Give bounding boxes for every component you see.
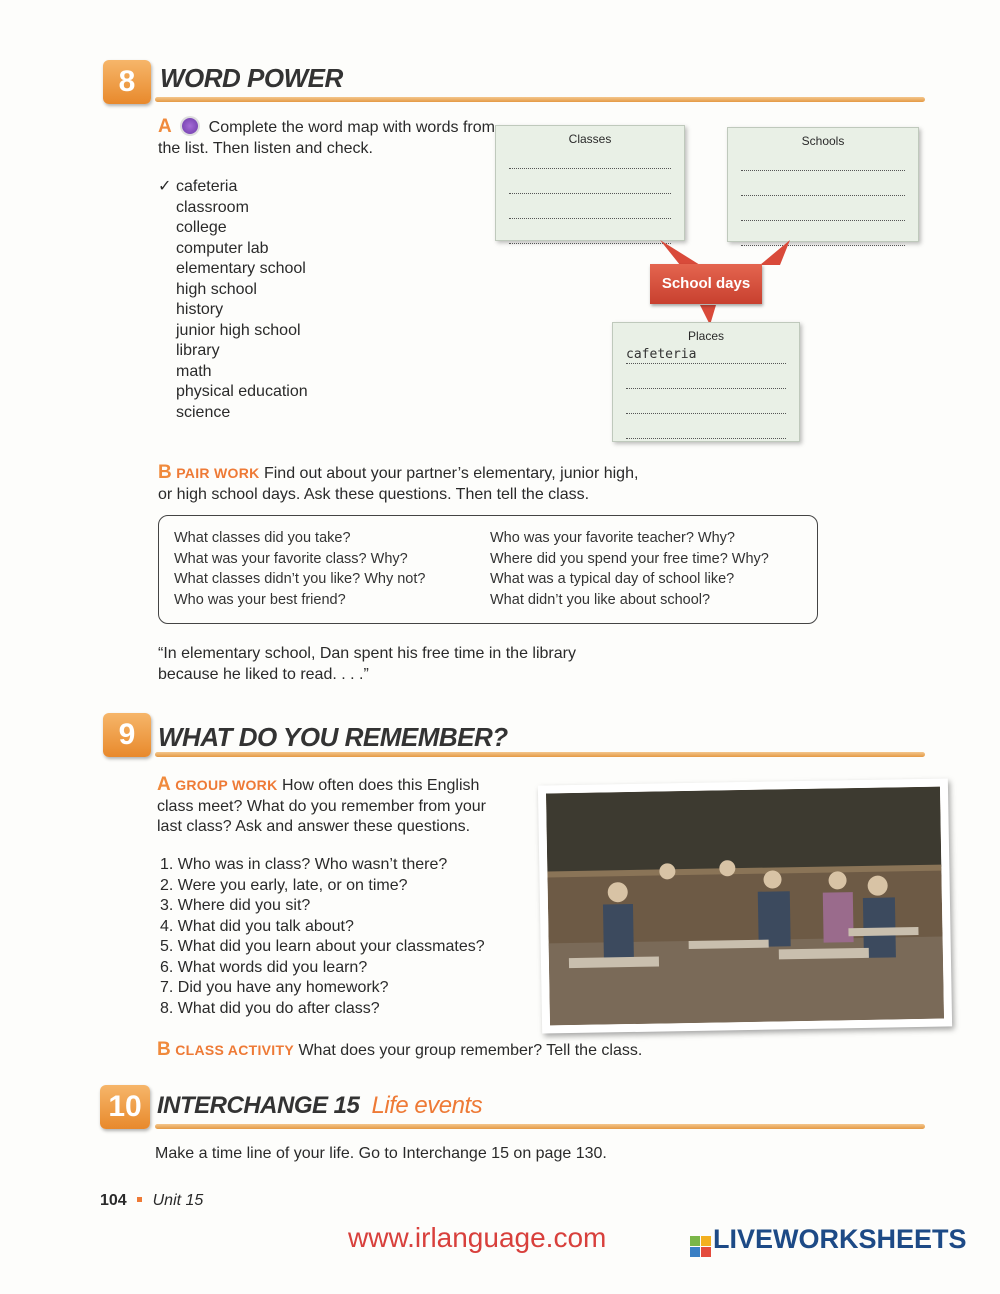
section-9-rule xyxy=(155,752,925,757)
places-title: Places xyxy=(687,329,725,343)
school-days-center: School days xyxy=(650,264,762,304)
question-item: Who was your favorite teacher? Why? xyxy=(490,530,735,546)
word-list-item: math xyxy=(176,362,212,380)
schools-box xyxy=(727,127,919,242)
classroom-photo-image xyxy=(546,787,944,1026)
word-list-item: cafeteria xyxy=(176,178,238,195)
question-item: 4. What did you talk about? xyxy=(160,917,354,935)
word-list-item: college xyxy=(176,219,227,236)
word-list-item: physical education xyxy=(176,383,308,400)
classes-title: Classes xyxy=(568,132,612,146)
section-8-part-b-instruction xyxy=(158,463,778,505)
part-a-letter: A xyxy=(158,116,172,137)
liveworksheets-icon xyxy=(690,1236,711,1257)
section-8-badge: 8 xyxy=(103,60,151,104)
classes-answer-input[interactable] xyxy=(509,175,671,194)
instruction-line: How often does this English xyxy=(281,777,480,794)
places-answer-input[interactable] xyxy=(626,345,786,364)
bullet-icon xyxy=(137,1197,142,1202)
schools-title: Schools xyxy=(801,134,845,148)
website-watermark[interactable]: www.irlanguage.com xyxy=(348,1222,607,1253)
question-item: 5. What did you learn about your classmates? xyxy=(160,938,485,955)
question-item: What classes did you take? xyxy=(174,530,351,546)
quote-line: “In elementary school, Dan spent his free time in the library xyxy=(158,645,576,662)
section-8-part-a-instruction xyxy=(158,117,498,159)
quote-line: because he liked to read. . . .” xyxy=(158,665,369,683)
liveworksheets-logo xyxy=(690,1224,967,1257)
unit-label: Unit 15 xyxy=(152,1192,204,1209)
section-9-badge: 9 xyxy=(103,713,151,757)
word-list-item: science xyxy=(176,403,231,421)
check-icon: ✓ xyxy=(158,178,172,195)
class-activity-label: CLASS ACTIVITY xyxy=(175,1042,294,1058)
schools-answer-input[interactable] xyxy=(741,202,904,221)
question-item: What didn’t you like about school? xyxy=(490,592,711,609)
liveworksheets-text: LIVEWORKSHEETS xyxy=(713,1224,967,1254)
question-item: What classes didn’t you like? Why not? xyxy=(174,571,426,588)
section-9-questions xyxy=(160,855,485,1019)
word-list-item: high school xyxy=(176,280,257,298)
schools-answer-input[interactable] xyxy=(741,152,904,171)
classes-answer-input[interactable] xyxy=(509,200,671,219)
section-10-badge: 10 xyxy=(100,1085,150,1129)
word-list-item: junior high school xyxy=(176,321,301,339)
page-number: 104 xyxy=(100,1192,127,1209)
word-list-item: classroom xyxy=(176,198,249,216)
word-list-item: elementary school xyxy=(176,260,306,277)
word-list-item: library xyxy=(176,342,220,359)
instruction-line: Find out about your partner’s elementary, junior high, xyxy=(263,465,639,482)
classes-answer-input[interactable] xyxy=(509,150,671,169)
interchange-subtitle: Life events xyxy=(371,1092,483,1119)
example-quote xyxy=(158,644,576,685)
section-10-rule xyxy=(155,1124,925,1129)
question-item: 3. Where did you sit? xyxy=(160,897,311,914)
question-item: What was your favorite class? Why? xyxy=(174,550,408,567)
section-9-part-b xyxy=(157,1040,642,1062)
part-b-letter: B xyxy=(157,1039,171,1060)
word-list-item: history xyxy=(176,301,224,318)
word-list xyxy=(158,177,308,423)
schools-answer-input[interactable] xyxy=(741,177,904,196)
question-item: 7. Did you have any homework? xyxy=(160,979,389,996)
questions-right xyxy=(490,528,769,611)
question-item: 8. What did you do after class? xyxy=(160,999,380,1017)
question-item: Where did you spend your free time? Why? xyxy=(490,550,769,567)
question-item: 1. Who was in class? Who wasn’t there? xyxy=(160,856,448,873)
audio-icon[interactable] xyxy=(182,118,198,134)
classroom-photo xyxy=(538,778,952,1033)
instruction-text: Complete the word map with words from the list. Then listen and check. xyxy=(158,119,495,157)
group-work-label: GROUP WORK xyxy=(175,777,278,793)
instruction-line: class meet? What do you remember from your xyxy=(157,797,487,815)
section-9-part-a-instruction xyxy=(157,775,537,838)
section-8-rule xyxy=(155,97,925,102)
interchange-title: INTERCHANGE 15 xyxy=(157,1092,360,1119)
question-item: 2. Were you early, late, or on time? xyxy=(160,876,408,894)
part-b-letter: B xyxy=(158,462,172,483)
instruction-text: What does your group remember? Tell the class. xyxy=(298,1042,643,1059)
question-item: What was a typical day of school like? xyxy=(490,571,735,588)
classes-box xyxy=(495,125,685,241)
instruction-line: or high school days. Ask these questions. Then tell the class. xyxy=(158,485,590,503)
question-item: 6. What words did you learn? xyxy=(160,958,368,976)
instruction-line: last class? Ask and answer these questions. xyxy=(157,818,471,835)
word-list-item: computer lab xyxy=(176,239,269,257)
question-item: Who was your best friend? xyxy=(174,592,346,609)
section-8-title: WORD POWER xyxy=(160,63,343,93)
section-10-title xyxy=(157,1092,482,1120)
places-box xyxy=(612,322,800,442)
places-answer-input[interactable] xyxy=(626,370,786,389)
pair-work-label: PAIR WORK xyxy=(176,465,260,481)
page-footer xyxy=(100,1191,203,1212)
places-answer-input[interactable] xyxy=(626,420,786,439)
section-9-title: WHAT DO YOU REMEMBER? xyxy=(158,722,508,752)
questions-left xyxy=(174,528,425,611)
places-answer-input[interactable] xyxy=(626,395,786,414)
part-a-letter: A xyxy=(157,774,171,795)
interchange-text: Make a time line of your life. Go to Interchange 15 on page 130. xyxy=(155,1145,607,1162)
